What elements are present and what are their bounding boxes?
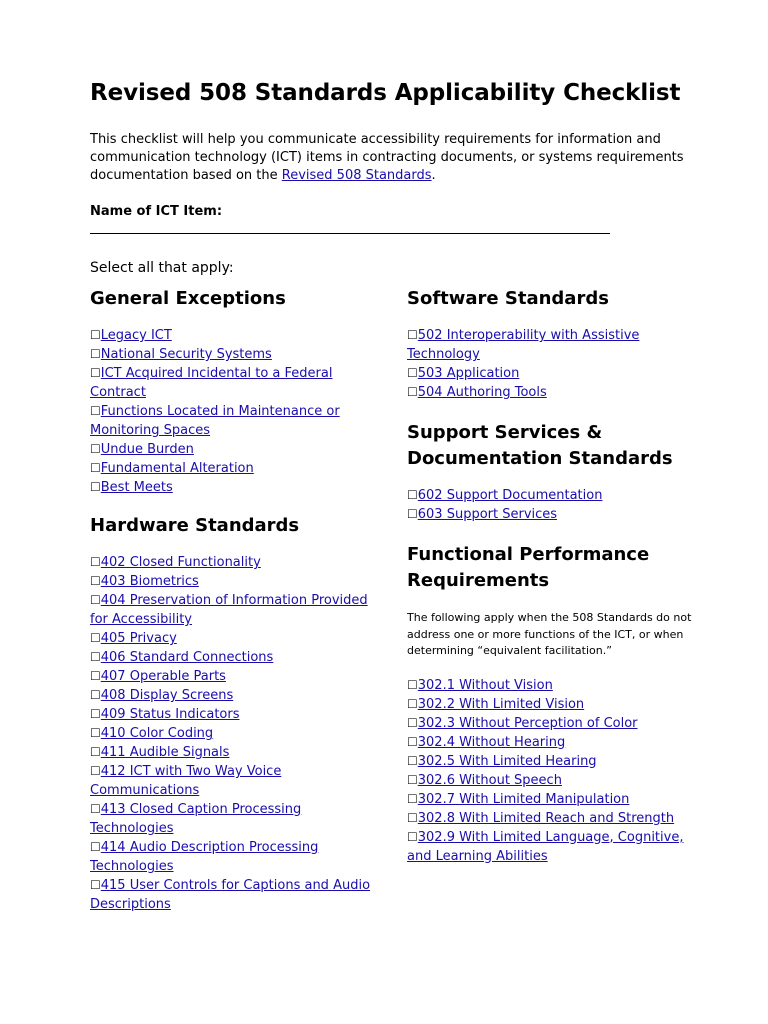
checklist-item — [90, 667, 380, 686]
ict-item-name-line — [90, 233, 610, 234]
functional-item-link[interactable]: 302.1 Without Vision — [417, 677, 553, 693]
hardware-item-link[interactable]: 411 Audible Signals — [100, 745, 230, 760]
general-exception-item-link[interactable]: Best Meets — [100, 480, 173, 495]
checkbox-icon[interactable]: ☐ — [90, 669, 101, 683]
checklist-item — [407, 486, 692, 505]
functional-item-link[interactable]: 302.4 Without Hearing — [417, 734, 566, 750]
checkbox-icon[interactable]: ☐ — [90, 555, 101, 569]
checkbox-icon[interactable]: ☐ — [407, 810, 418, 825]
hardware-item-link[interactable]: 410 Color Coding — [100, 726, 214, 741]
checklist-item — [407, 326, 692, 364]
checklist-item — [90, 402, 380, 440]
checklist-item — [90, 572, 380, 591]
checklist-item — [90, 686, 380, 705]
hardware-item-link[interactable]: 404 Preservation of Information Provided for Accessibility — [90, 593, 368, 627]
checkbox-icon[interactable]: ☐ — [407, 385, 418, 399]
general-exception-item-link[interactable]: Legacy ICT — [100, 328, 172, 343]
software-heading: Software Standards — [407, 288, 609, 309]
checkbox-icon[interactable]: ☐ — [407, 677, 418, 692]
functional-section — [407, 542, 692, 866]
checkbox-icon[interactable]: ☐ — [407, 715, 418, 730]
checkbox-icon[interactable]: ☐ — [90, 404, 101, 418]
hardware-item-link[interactable]: 407 Operable Parts — [100, 669, 226, 684]
checkbox-icon[interactable]: ☐ — [90, 574, 101, 588]
checklist-item — [90, 648, 380, 667]
checklist-item — [90, 364, 380, 402]
checklist-item — [407, 714, 692, 733]
hardware-item-link[interactable]: 403 Biometrics — [100, 574, 199, 589]
support-heading: Support Services & Documentation Standards — [407, 422, 673, 469]
hardware-item-link[interactable]: 405 Privacy — [100, 631, 177, 646]
checklist-item — [90, 762, 380, 800]
intro-paragraph — [90, 131, 690, 185]
checkbox-icon[interactable]: ☐ — [90, 366, 101, 380]
checkbox-icon[interactable]: ☐ — [90, 688, 101, 702]
checklist-item — [90, 345, 380, 364]
checklist-item — [90, 838, 380, 876]
checklist-item — [90, 553, 380, 572]
page-title: Revised 508 Standards Applicability Checklist — [90, 80, 681, 106]
right-column — [407, 286, 692, 866]
hardware-item-link[interactable]: 412 ICT with Two Way Voice Communications — [90, 764, 282, 798]
general-exception-item-link[interactable]: Functions Located in Maintenance or Monitoring Spaces — [90, 404, 340, 438]
functional-note: The following apply when the 508 Standards do not address one or more functions of the ICT, or when determining “equivalent facilitation.” — [407, 611, 692, 657]
checklist-item — [407, 676, 692, 695]
hardware-item-link[interactable]: 413 Closed Caption Processing Technologies — [90, 802, 302, 836]
hardware-item-link[interactable]: 402 Closed Functionality — [100, 555, 261, 570]
software-list — [407, 326, 692, 402]
checkbox-icon[interactable]: ☐ — [90, 707, 101, 721]
checklist-item — [90, 478, 380, 497]
functional-item-link[interactable]: 302.9 With Limited Language, Cognitive, and Learning Abilities — [407, 829, 684, 864]
checklist-item — [407, 383, 692, 402]
hardware-item-link[interactable]: 406 Standard Connections — [100, 650, 274, 665]
functional-item-link[interactable]: 302.8 With Limited Reach and Strength — [417, 810, 675, 826]
functional-item-link[interactable]: 302.2 With Limited Vision — [417, 696, 585, 712]
checkbox-icon[interactable]: ☐ — [407, 328, 418, 342]
software-section — [407, 286, 692, 402]
checkbox-icon[interactable]: ☐ — [407, 696, 418, 711]
checklist-item — [90, 743, 380, 762]
checkbox-icon[interactable]: ☐ — [407, 507, 418, 521]
software-item-link[interactable]: 502 Interoperability with Assistive Technology — [407, 328, 640, 362]
hardware-item-link[interactable]: 409 Status Indicators — [100, 707, 240, 722]
functional-item-link[interactable]: 302.7 With Limited Manipulation — [417, 791, 630, 807]
checklist-item — [407, 828, 692, 866]
functional-list — [407, 676, 692, 866]
hardware-item-link[interactable]: 408 Display Screens — [100, 688, 234, 703]
general-exceptions-heading: General Exceptions — [90, 288, 286, 309]
checklist-item — [90, 800, 380, 838]
functional-item-link[interactable]: 302.5 With Limited Hearing — [417, 753, 597, 769]
checklist-item — [90, 876, 380, 914]
general-exception-item-link[interactable]: Fundamental Alteration — [100, 461, 254, 476]
checklist-item — [407, 505, 692, 524]
hardware-section — [90, 513, 380, 914]
hardware-item-link[interactable]: 415 User Controls for Captions and Audio Descriptions — [90, 878, 371, 912]
checkbox-icon[interactable]: ☐ — [407, 734, 418, 749]
support-item-link[interactable]: 603 Support Services — [417, 507, 558, 522]
checkbox-icon[interactable]: ☐ — [90, 593, 101, 607]
select-all-instruction: Select all that apply: — [90, 260, 234, 276]
general-exception-item-link[interactable]: ICT Acquired Incidental to a Federal Contract — [90, 366, 333, 400]
checkbox-icon[interactable]: ☐ — [90, 745, 101, 759]
checklist-item — [90, 326, 380, 345]
intro-text: This checklist will help you communicate accessibility requirements for information and communication technology (ICT) items in contracting documents, or systems requirements documentation based on the — [90, 132, 684, 183]
checklist-item — [90, 440, 380, 459]
checkbox-icon[interactable]: ☐ — [407, 753, 418, 768]
general-exception-item-link[interactable]: National Security Systems — [100, 347, 272, 362]
checkbox-icon[interactable]: ☐ — [407, 488, 418, 502]
checklist-item — [90, 591, 380, 629]
checklist-item — [407, 733, 692, 752]
support-section — [407, 420, 692, 524]
intro-text-end: . — [431, 168, 436, 183]
checklist-item — [407, 809, 692, 828]
checkbox-icon[interactable]: ☐ — [90, 726, 101, 740]
checklist-item — [407, 771, 692, 790]
checkbox-icon[interactable]: ☐ — [90, 442, 101, 456]
checkbox-icon[interactable]: ☐ — [90, 480, 101, 494]
left-column — [90, 286, 380, 914]
checkbox-icon[interactable]: ☐ — [90, 802, 101, 816]
support-item-link[interactable]: 602 Support Documentation — [417, 488, 603, 503]
checkbox-icon[interactable]: ☐ — [90, 347, 101, 361]
checklist-item — [90, 629, 380, 648]
checkbox-icon[interactable]: ☐ — [407, 772, 418, 787]
checkbox-icon[interactable]: ☐ — [90, 461, 101, 475]
checkbox-icon[interactable]: ☐ — [407, 366, 418, 380]
checkbox-icon[interactable]: ☐ — [407, 829, 418, 844]
software-item-link[interactable]: 503 Application — [417, 366, 520, 381]
checklist-item — [90, 724, 380, 743]
checkbox-icon[interactable]: ☐ — [90, 764, 101, 778]
checkbox-icon[interactable]: ☐ — [90, 878, 101, 892]
checkbox-icon[interactable]: ☐ — [90, 650, 101, 664]
revised-508-standards-link[interactable]: Revised 508 Standards — [281, 168, 432, 183]
software-item-link[interactable]: 504 Authoring Tools — [417, 385, 547, 400]
checklist-item — [407, 364, 692, 383]
general-exceptions-section — [90, 286, 380, 497]
checkbox-icon[interactable]: ☐ — [90, 840, 101, 854]
checklist-item — [407, 695, 692, 714]
functional-item-link[interactable]: 302.3 Without Perception of Color — [417, 715, 638, 731]
checkbox-icon[interactable]: ☐ — [407, 791, 418, 806]
checklist-item — [90, 705, 380, 724]
checkbox-icon[interactable]: ☐ — [90, 328, 101, 342]
hardware-item-link[interactable]: 414 Audio Description Processing Technologies — [90, 840, 319, 874]
checklist-item — [407, 752, 692, 771]
ict-item-name-label: Name of ICT Item: — [90, 204, 223, 219]
general-exception-list — [90, 326, 380, 497]
checklist-item — [90, 459, 380, 478]
functional-heading: Functional Performance Requirements — [407, 544, 650, 591]
checklist-item — [407, 790, 692, 809]
functional-item-link[interactable]: 302.6 Without Speech — [417, 772, 562, 788]
hardware-list — [90, 553, 380, 914]
support-list — [407, 486, 692, 524]
checkbox-icon[interactable]: ☐ — [90, 631, 101, 645]
hardware-heading: Hardware Standards — [90, 515, 300, 536]
general-exception-item-link[interactable]: Undue Burden — [100, 442, 194, 457]
